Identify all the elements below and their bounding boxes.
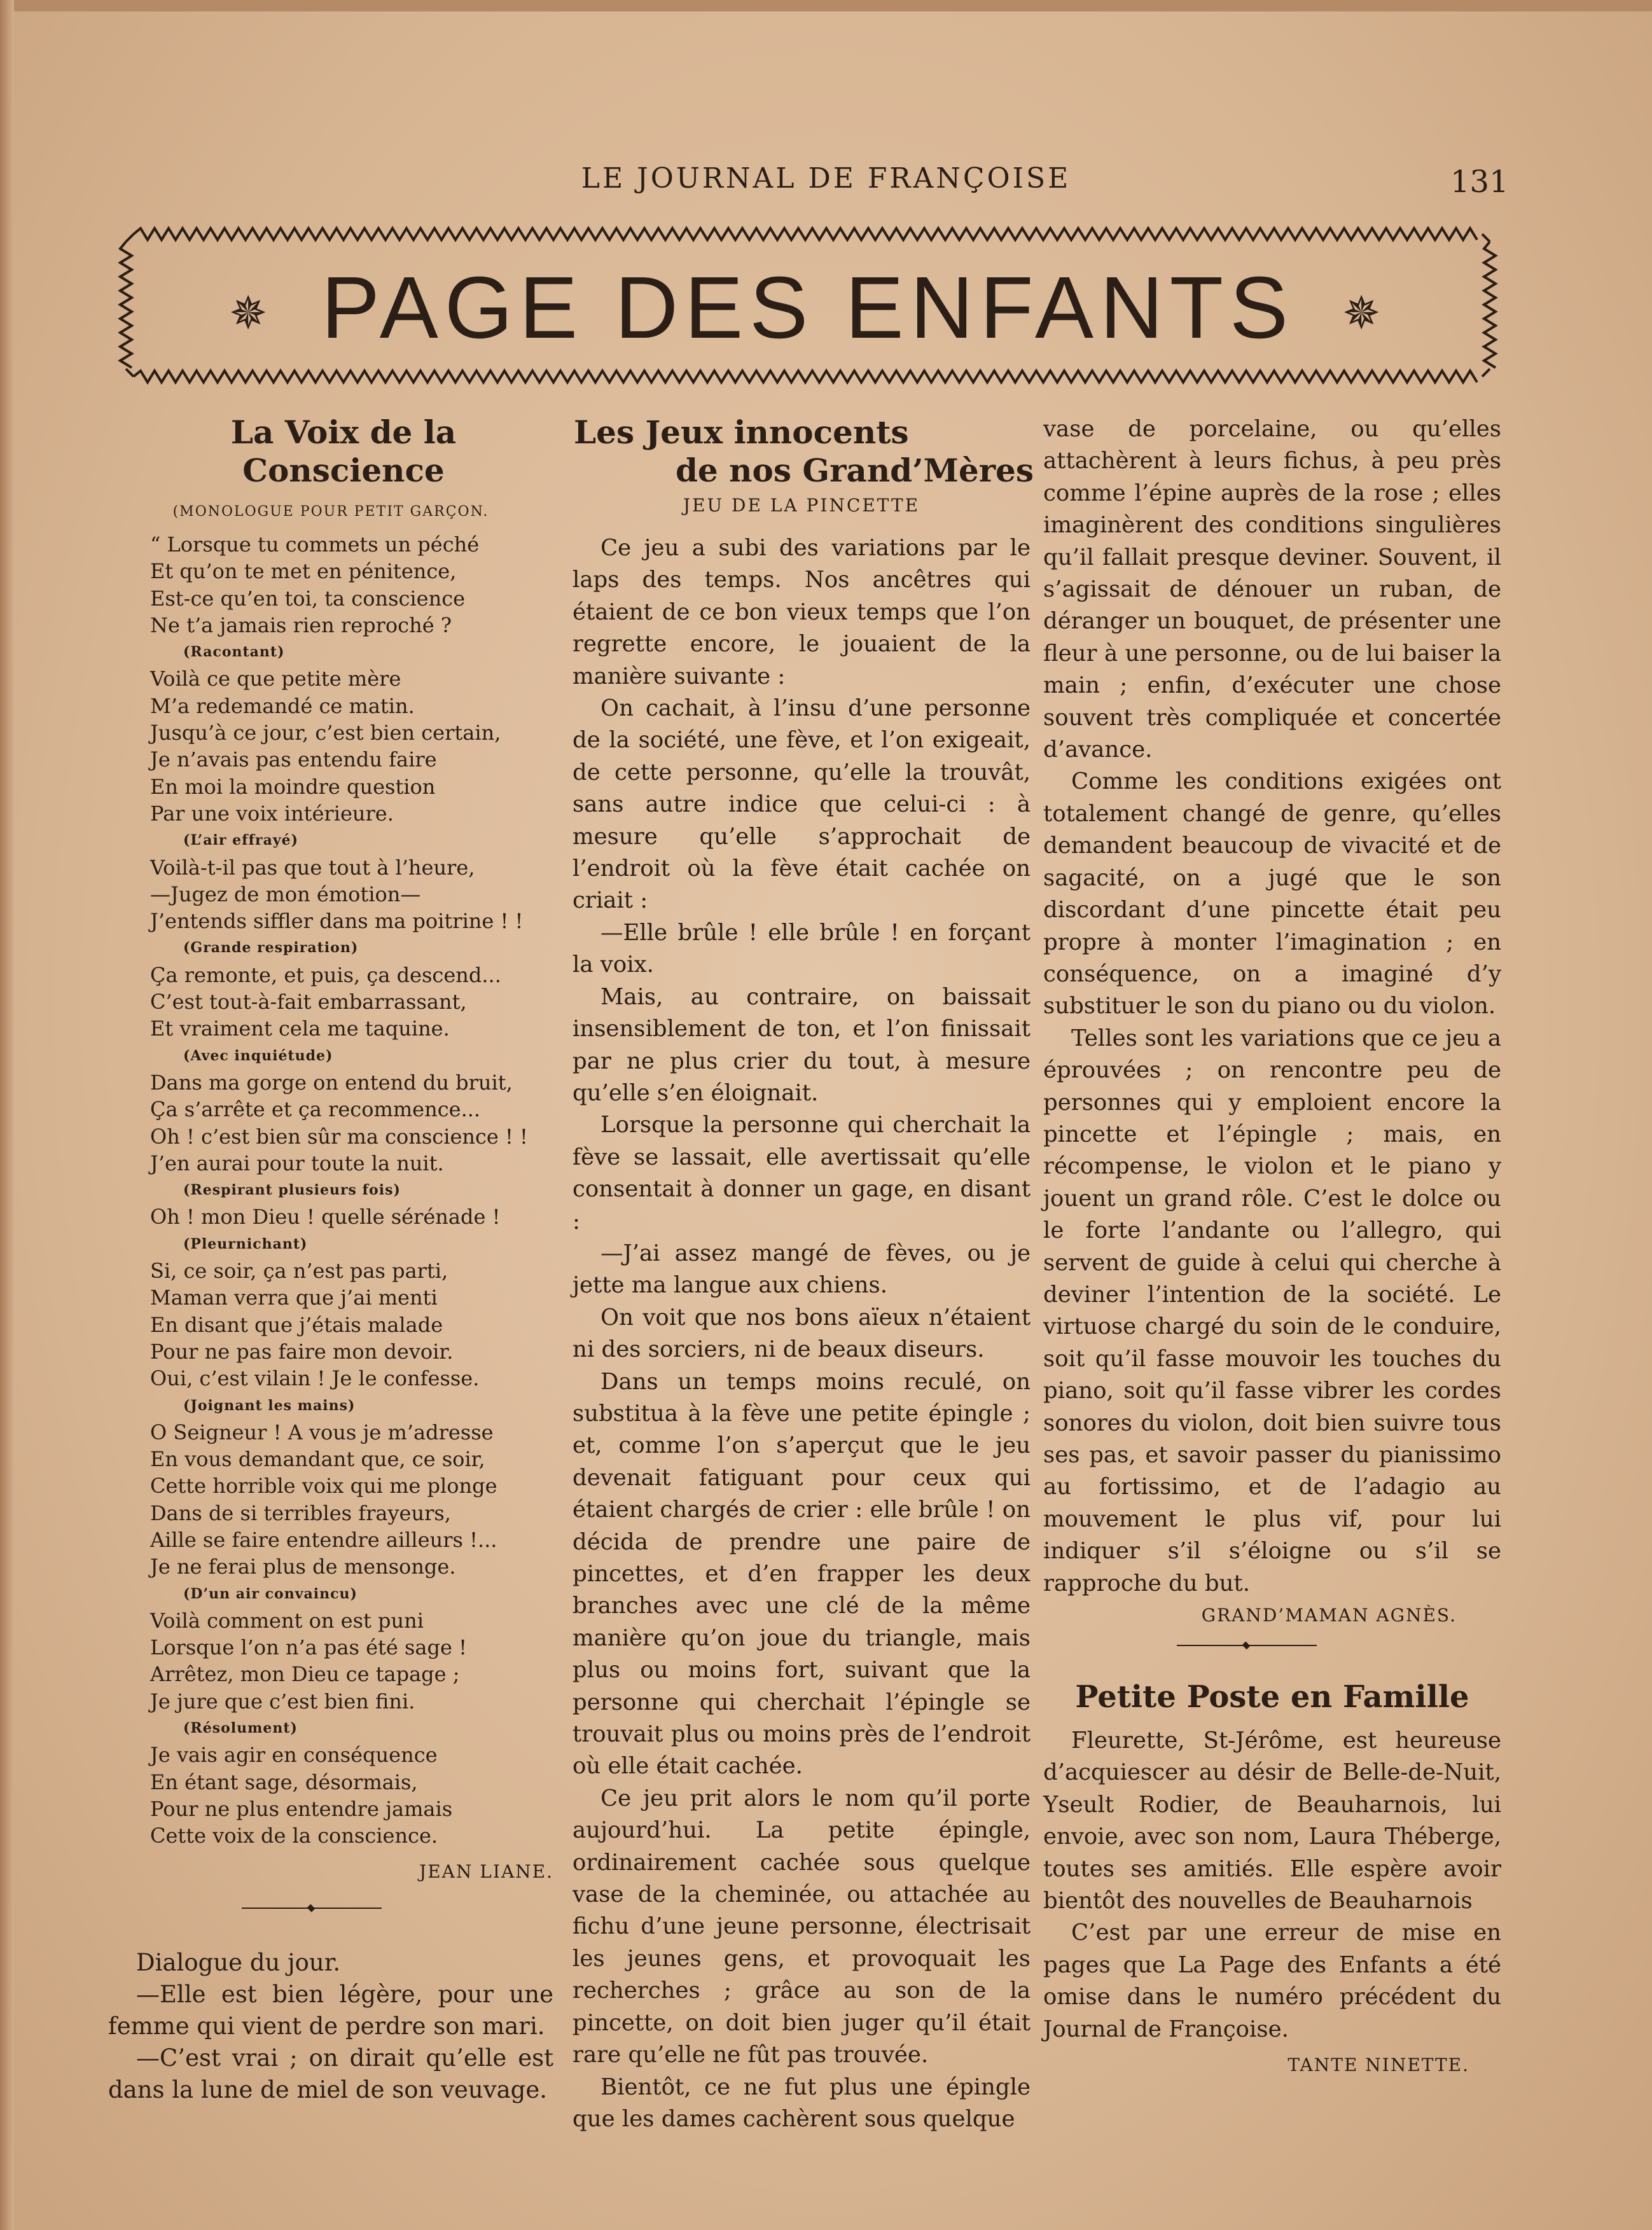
article-paragraph: Bientôt, ce ne fut plus une épingle que les dames cachèrent sous quelque — [573, 2074, 1031, 2132]
article-paragraph: Telles sont les variations que ce jeu a éprouvées ; on rencontre peu de personnes qui y emploient encore la pincette et l’épingle ; mais, en récompense, le violon et le piano y jouent un grand rôle. C’est le dolce ou le forte l’andante ou l’allegro, qui servent de guide à celui qui cherche à deviner l’intention de la société. Le virtuose chargé du soin de le conduire, soit qu’il fasse mouvoir les touches du piano, soit qu’il fasse vibrer les cordes sonores du violon, doit bien suivre tous ses pas, et savoir passer du pianissimo au fortissimo, et de l’adagio au mouvement le plus vif, pour lui indiquer s’il s’éloigne ou s’il se rapproche du but. — [1043, 1025, 1501, 1596]
article-paragraph: Ce jeu prit alors le nom qu’il porte aujourd’hui. La petite épingle, ordinairement cachée sous quelque vase de la cheminée, ou attachée au fichu d’une jeune personne, électrisait les jeunes gens, et provoquait les recherches ; grâce au son de la pincette, on doit bien juger qu’il était rare qu’elle ne fût pas trouvée. — [573, 1785, 1031, 2068]
verse-line: —Jugez de mon émotion— — [150, 882, 421, 906]
page-top-edge — [0, 0, 1652, 11]
verse-line: “ Lorsque tu commets un péché — [150, 532, 480, 557]
games-article-continued — [1043, 413, 1501, 1600]
verse-line: M’a redemandé ce matin. — [150, 693, 415, 718]
verse-line: Dans ma gorge on entend du bruit, — [150, 1070, 513, 1095]
verse-line: O Seigneur ! A vous je m’adresse — [150, 1420, 494, 1444]
banner-title: PAGE DES ENFANTS — [321, 259, 1295, 357]
page-binding-edge — [0, 0, 14, 2230]
verse-line: En étant sage, désormais, — [150, 1769, 418, 1794]
verse-line: Ça remonte, et puis, ça descend... — [150, 962, 501, 987]
verse-line: Est-ce qu’en toi, ta conscience — [150, 586, 466, 611]
verse-line: Je jure que c’est bien fini. — [150, 1689, 415, 1714]
family-post-title: Petite Poste en Famille — [1075, 1679, 1469, 1715]
dialogue-line: —C’est vrai ; on dirait qu’elle est dans la lune de miel de son veuvage. — [108, 2044, 553, 2103]
verse-line: En moi la moindre question — [150, 774, 436, 799]
games-title-line1: Les Jeux innocents — [574, 413, 909, 451]
verse-line: Ne t’a jamais rien reproché ? — [150, 613, 452, 637]
section-divider — [242, 1908, 382, 1909]
monologue-title: La Voix de la Conscience — [230, 413, 457, 489]
verse-line: J’entends siffler dans ma poitrine ! ! — [150, 909, 524, 934]
article-paragraph: Dans un temps moins reculé, on substitua à la fève une petite épingle ; et, comme l’on s’aperçut que le jeu devenait fatiguant pour ceux qui étaient chargés de crier : elle brûle ! on décida de prendre une paire de pincettes, et d’en frapper les deux branches avec une clé de la même manière qu’on joue du triangle, mais plus ou moins fort, suivant que la personne qui cherchait l’épingle se trouvait plus ou moins près de l’endroit où elle était cachée. — [573, 1368, 1031, 1780]
article-paragraph: On cachait, à l’insu d’une personne de la société, une fève, et l’on exigeait, de cette personne, qu’elle la trouvât, sans autre indice que celui-ci : à mesure qu’elle s’approchait de l’endroit où la fève était cachée on criait : — [573, 695, 1031, 914]
column-games — [573, 413, 1034, 2135]
post-paragraph: C’est par une erreur de mise en pages que La Page des Enfants a été omise dans le numéro précédent du Journal de Françoise. — [1043, 1920, 1501, 2042]
family-post-article — [1043, 1725, 1501, 2046]
verse-line: Dans de si terribles frayeurs, — [150, 1500, 451, 1525]
ornament-right-icon: ✵ — [1342, 286, 1381, 340]
verse-line: J’en aurai pour toute la nuit. — [150, 1151, 444, 1175]
monologue-verse — [150, 531, 553, 1850]
verse-line: Jusqu’à ce jour, c’est bien certain, — [150, 721, 501, 745]
verse-line: Lorsque l’on n’a pas été sage ! — [150, 1635, 467, 1660]
games-signature: GRAND’MAMAN AGNÈS. — [1201, 1605, 1457, 1626]
stage-direction: (Joignant les mains) — [183, 1397, 356, 1414]
verse-line: En disant que j’étais malade — [150, 1312, 443, 1337]
page-banner — [115, 223, 1501, 388]
stage-direction: (Racontant) — [183, 644, 285, 661]
verse-line: Maman verra que j’ai menti — [150, 1285, 438, 1310]
article-paragraph: Comme les conditions exigées ont totalement changé de genre, qu’elles demandent beaucoup de vivacité et de sagacité, on a jugé que le son discordant d’une pincette était peu propre à monter l’imagination ; en conséquence, on a imaginé d’y substituer le son du piano ou du violon. — [1043, 768, 1501, 1020]
verse-line: Je ne ferai plus de mensonge. — [150, 1555, 456, 1579]
column-continuation — [1043, 413, 1501, 2075]
games-title-line2: de nos Grand’Mères — [675, 452, 1034, 489]
verse-line: C’est tout-à-fait embarrassant, — [150, 990, 467, 1015]
article-paragraph: —Elle brûle ! elle brûle ! en forçant la voix. — [573, 919, 1031, 978]
dialogue-of-the-day — [108, 1947, 553, 2106]
monologue-subtitle: (MONOLOGUE POUR PETIT GARÇON. — [172, 504, 489, 520]
stage-direction: (Grande respiration) — [183, 939, 359, 957]
verse-line: Arrêtez, mon Dieu ce tapage ; — [150, 1662, 460, 1687]
monologue-signature: JEAN LIANE. — [419, 1860, 553, 1882]
ornament-left-icon: ✵ — [229, 286, 268, 340]
stage-direction: (Pleurnichant) — [183, 1235, 308, 1252]
verse-line: Pour ne plus entendre jamais — [150, 1796, 453, 1821]
article-paragraph: Ce jeu a subi des variations par le laps des temps. Nos ancêtres qui étaient de ce bon vieux temps que l’on regrette encore, le jouaient de la manière suivante : — [573, 535, 1031, 689]
stage-direction: (L’air effrayé) — [183, 832, 299, 849]
games-article — [573, 532, 1031, 2135]
page-number: 131 — [1450, 164, 1509, 200]
article-paragraph: —J’ai assez mangé de fèves, ou je jette ma langue aux chiens. — [573, 1240, 1031, 1299]
verse-line: Ça s’arrête et ça recommence... — [150, 1097, 481, 1122]
verse-line: Par une voix intérieure. — [150, 801, 394, 826]
verse-line: Voilà-t-il pas que tout à l’heure, — [150, 855, 475, 880]
article-paragraph: Mais, au contraire, on baissait insensiblement de ton, et l’on finissait par ne plus crier du tout, à mesure qu’elle s’en éloignait. — [573, 983, 1031, 1106]
article-paragraph: On voit que nos bons aïeux n’étaient ni des sorciers, ni de beaux diseurs. — [573, 1304, 1031, 1363]
verse-line: Oh ! c’est bien sûr ma conscience ! ! — [150, 1124, 528, 1149]
verse-line: Si, ce soir, ça n’est pas parti, — [150, 1259, 448, 1284]
column-monologue — [108, 413, 553, 2106]
verse-line: Je n’avais pas entendu faire — [150, 747, 437, 772]
verse-line: Voilà comment on est puni — [150, 1608, 424, 1633]
article-paragraph: Lorsque la personne qui cherchait la fève se lassait, elle avertissait qu’elle consentait à donner un gage, en disant : — [573, 1112, 1031, 1235]
verse-line: Pour ne pas faire mon devoir. — [150, 1339, 454, 1364]
verse-line: Je vais agir en conséquence — [150, 1743, 438, 1768]
verse-line: Oui, c’est vilain ! Je le confesse. — [150, 1366, 480, 1391]
verse-line: En vous demandant que, ce soir, — [150, 1447, 485, 1472]
running-title: LE JOURNAL DE FRANÇOISE — [581, 162, 1071, 195]
stage-direction: (D’un air convaincu) — [183, 1585, 357, 1602]
section-divider-2 — [1177, 1645, 1317, 1646]
post-paragraph: Fleurette, St-Jérôme, est heureuse d’acquiescer au désir de Belle-de-Nuit, Yseult Rodier, de Beauharnois, lui envoie, avec son nom, Laura Théberge, toutes ses amitiés. Elle espère avoir bientôt des nouvelles de Beauharnois — [1043, 1728, 1501, 1915]
verse-line: Oh ! mon Dieu ! quelle sérénade ! — [150, 1205, 501, 1229]
stage-direction: (Respirant plusieurs fois) — [183, 1182, 401, 1199]
family-post-signature: TANTE NINETTE. — [1288, 2054, 1469, 2076]
dialogue-line: —Elle est bien légère, pour une femme qui vient de perdre son mari. — [108, 1980, 553, 2040]
verse-line: Et vraiment cela me taquine. — [150, 1016, 450, 1041]
games-subtitle: JEU DE LA PINCETTE — [683, 495, 920, 516]
stage-direction: (Avec inquiétude) — [183, 1047, 333, 1064]
dialogue-line: Dialogue du jour. — [136, 1948, 341, 1976]
article-paragraph: vase de porcelaine, ou qu’elles attachèrent à leurs fichus, à peu près comme l’épine auprès de la rose ; elles imaginèrent des conditions singulières qu’il fallait presque deviner. Souvent, il s’agissait de dénouer un ruban, de déranger un bouquet, de présenter une fleur à une personne, ou de lui baiser la main ; enfin, d’exécuter une chose souvent très compliquée et concertée d’avance. — [1043, 416, 1501, 763]
verse-line: Aille se faire entendre ailleurs !... — [150, 1527, 497, 1552]
verse-line: Cette horrible voix qui me plonge — [150, 1474, 497, 1499]
verse-line: Cette voix de la conscience. — [150, 1824, 438, 1848]
verse-line: Voilà ce que petite mère — [150, 667, 401, 691]
verse-line: Et qu’on te met en pénitence, — [150, 559, 457, 584]
stage-direction: (Résolument) — [183, 1720, 298, 1737]
